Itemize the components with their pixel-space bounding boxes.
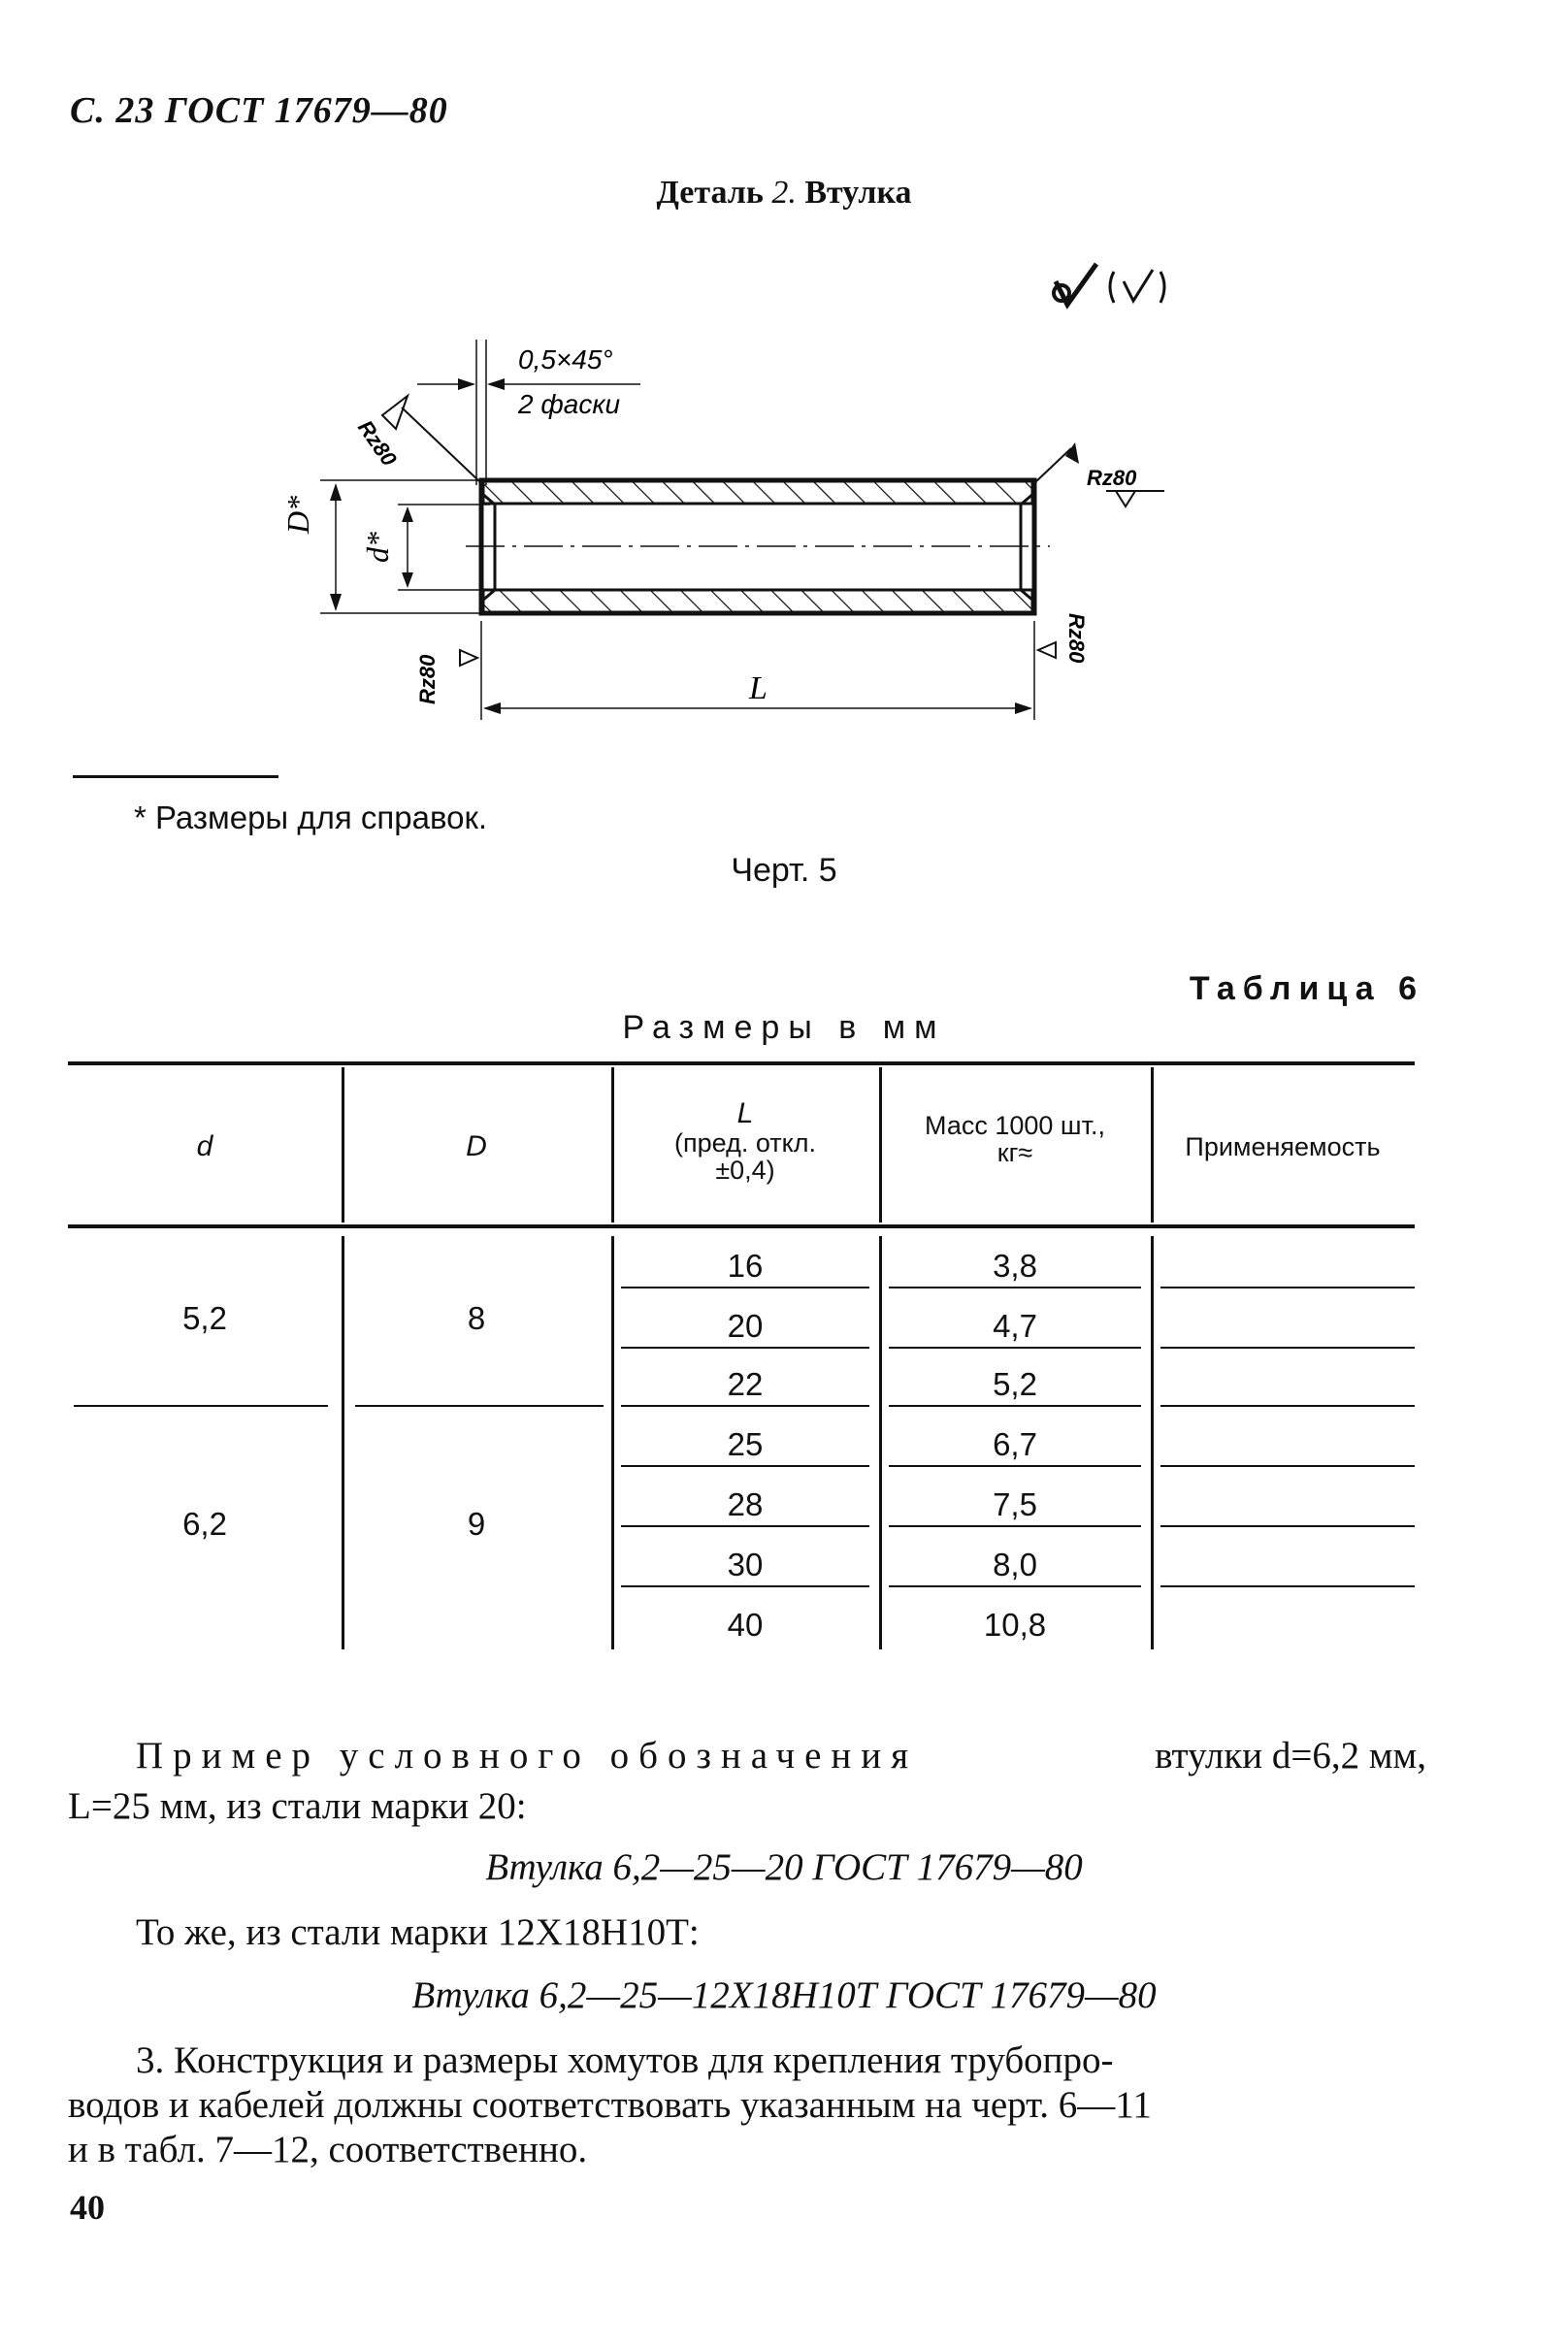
cell-mass: 8,0 — [993, 1547, 1037, 1582]
col-header-d: d — [196, 1130, 213, 1162]
cell-L: 40 — [727, 1607, 764, 1643]
roughness-mark-right-bottom — [1038, 642, 1056, 658]
chamfer-count: 2 фаски — [518, 389, 621, 419]
table-header-rule — [68, 1224, 1415, 1228]
surface-finish-symbol — [1054, 264, 1164, 305]
svg-text:Rz80: Rz80 — [415, 654, 440, 704]
paragraph-3-line2: водов и кабелей должны соответствовать указанным на черт. 6—11 — [68, 2084, 1152, 2126]
paragraph-3-line1: 3. Конструкция и размеры хомутов для крепления трубопро- — [136, 2039, 1114, 2081]
bushing-drawing — [0, 243, 1568, 747]
cell-mass: 6,7 — [993, 1426, 1037, 1462]
same-steel-line: То же, из стали марки 12Х18Н10Т: — [136, 1911, 700, 1953]
paragraph-3-line3: и в табл. 7—12, соответственно. — [68, 2129, 588, 2170]
col-header-L: L (пред. откл. ±0,4) — [674, 1097, 816, 1185]
cell-d-group2: 6,2 — [182, 1506, 227, 1542]
roughness-mark-left-bottom — [460, 650, 477, 666]
example-line1: Пример условного обозначения втулки d=6,2 мм, — [136, 1735, 1426, 1777]
table-top-rule — [68, 1061, 1415, 1065]
page-header: С. 23 ГОСТ 17679—80 — [70, 90, 448, 131]
cell-L: 30 — [727, 1547, 764, 1582]
cell-L: 28 — [727, 1486, 764, 1522]
table-units: Размеры в мм — [622, 1009, 946, 1046]
cell-D-group1: 8 — [467, 1300, 486, 1336]
roughness-mark-right-top: Rz80 — [1087, 466, 1137, 490]
detail-prefix: Деталь — [656, 175, 764, 211]
cell-L: 16 — [727, 1248, 764, 1284]
cell-L: 22 — [727, 1366, 764, 1402]
cell-D-group2: 9 — [467, 1506, 486, 1542]
table-label: Таблица 6 — [1189, 970, 1424, 1007]
footnote-rule — [73, 775, 278, 778]
cell-mass: 7,5 — [993, 1486, 1037, 1522]
example-line2: L=25 мм, из стали марки 20: — [68, 1785, 527, 1827]
figure-caption: Черт. 5 — [731, 852, 837, 889]
detail-number: 2. — [771, 175, 797, 211]
col-header-D: D — [466, 1130, 487, 1162]
cell-L: 25 — [727, 1426, 764, 1462]
dim-D-label: D* — [280, 495, 315, 534]
page-number: 40 — [70, 2188, 105, 2227]
detail-name: Втулка — [804, 175, 912, 211]
footnote: * Размеры для справок. — [134, 799, 488, 835]
dim-d-label: d* — [360, 532, 395, 563]
wall-top — [483, 480, 1032, 504]
cell-mass: 10,8 — [983, 1607, 1047, 1643]
cell-mass: 5,2 — [993, 1366, 1037, 1402]
designation-example-2: Втулка 6,2—25—12Х18Н10Т ГОСТ 17679—80 — [411, 1974, 1157, 2016]
col-header-mass: Масс 1000 шт., кг≈ — [925, 1111, 1105, 1168]
col-header-applicability: Применяемость — [1185, 1132, 1381, 1161]
cell-mass: 4,7 — [993, 1308, 1037, 1344]
chamfer-size: 0,5×45° — [518, 344, 613, 375]
detail-title — [0, 175, 1568, 212]
svg-text:Rz80: Rz80 — [352, 415, 402, 471]
roughness-mark-left-top — [382, 396, 408, 429]
cell-d-group1: 5,2 — [182, 1300, 227, 1336]
dim-L-label: L — [749, 670, 768, 706]
wall-bottom — [483, 590, 1032, 613]
designation-example-1: Втулка 6,2—25—20 ГОСТ 17679—80 — [485, 1846, 1083, 1888]
svg-text:Rz80: Rz80 — [1064, 613, 1089, 664]
cell-mass: 3,8 — [993, 1248, 1037, 1284]
cell-L: 20 — [727, 1308, 764, 1344]
